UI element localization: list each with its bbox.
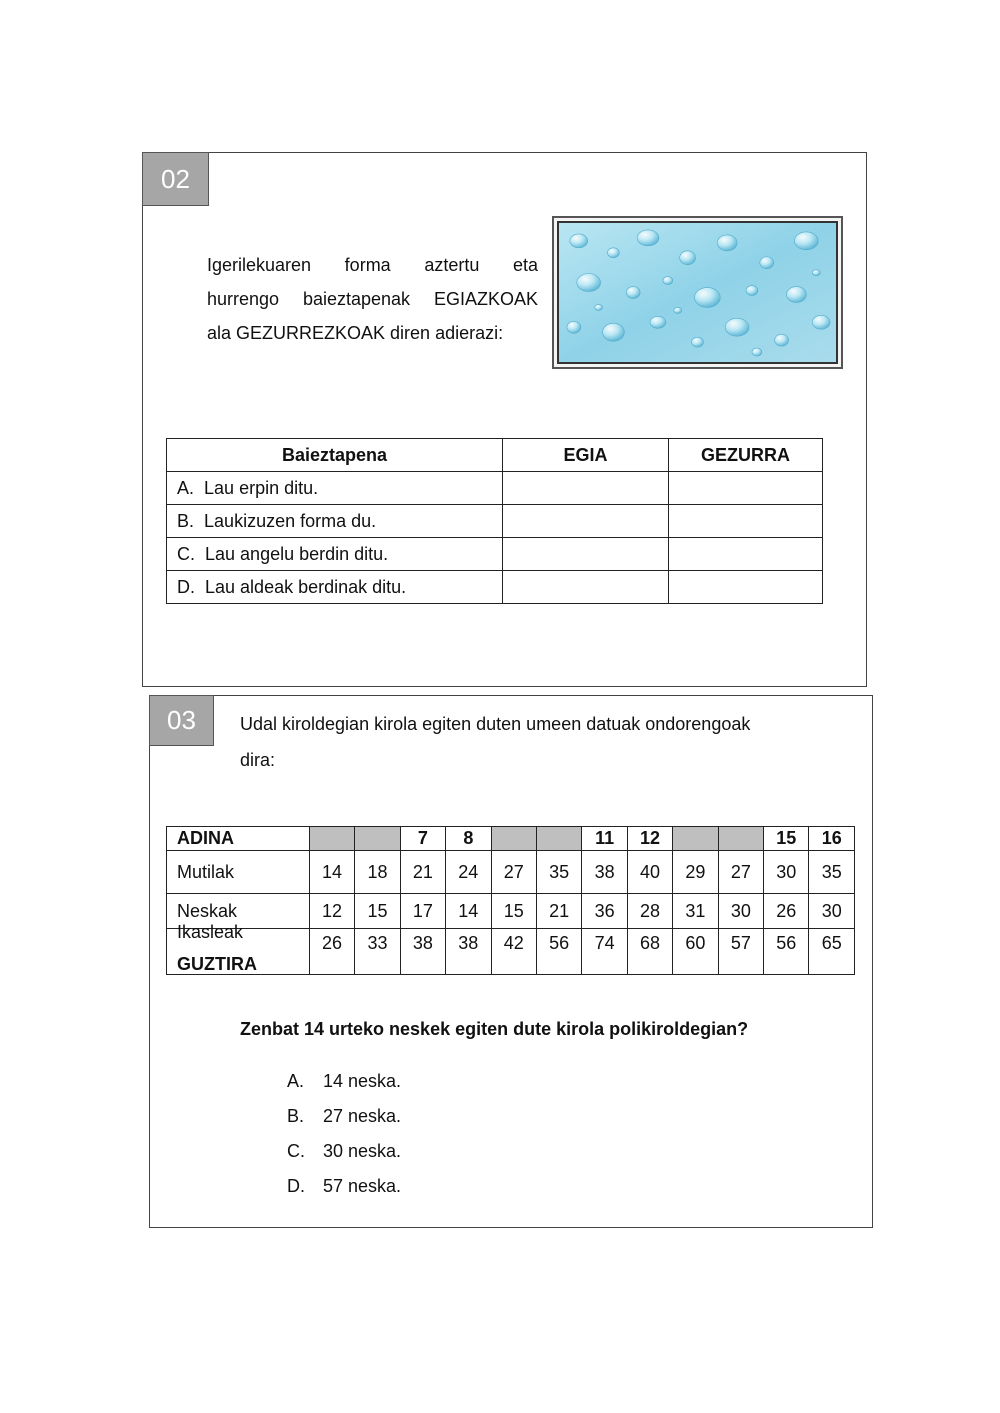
table-row <box>167 538 823 571</box>
age-cell <box>718 827 763 851</box>
intro-line-2: dira: <box>240 750 276 770</box>
header-statement: Baieztapena <box>167 439 503 472</box>
statement-cell: D. Lau aldeak berdinak ditu. <box>167 571 503 604</box>
total-cell: 65 <box>809 929 855 975</box>
age-cell: 16 <box>809 827 855 851</box>
water-drops-icon <box>559 223 836 362</box>
age-cell <box>309 827 354 851</box>
intro-line-1: Udal kiroldegian kirola egiten duten umeen datuak ondorengoak <box>240 714 751 734</box>
boys-cell: 14 <box>309 851 354 894</box>
false-answer-cell[interactable] <box>669 571 823 604</box>
girls-cell: 30 <box>718 894 763 929</box>
age-row <box>167 827 855 851</box>
boys-row <box>167 851 855 894</box>
question-03-box <box>149 695 873 1228</box>
total-cell: 38 <box>446 929 491 975</box>
boys-cell: 35 <box>809 851 855 894</box>
girls-cell: 12 <box>309 894 354 929</box>
header-false: GEZURRA <box>669 439 823 472</box>
boys-cell: 38 <box>582 851 627 894</box>
table-row <box>167 571 823 604</box>
intro-line-3: ala GEZURREZKOAK diren adierazi: <box>207 323 504 343</box>
boys-cell: 29 <box>673 851 718 894</box>
row-label-total-2: GUZTIRA <box>177 954 257 974</box>
total-cell: 60 <box>673 929 718 975</box>
question-02-box <box>142 152 867 687</box>
table-row <box>167 505 823 538</box>
total-cell: 57 <box>718 929 763 975</box>
intro-line-1: Igerilekuaren forma aztertu eta <box>207 255 538 275</box>
option-c[interactable]: C. 30 neska. <box>287 1141 402 1161</box>
statement-cell: B. Laukizuzen forma du. <box>167 505 503 538</box>
total-cell: 26 <box>309 929 354 975</box>
true-answer-cell[interactable] <box>503 538 669 571</box>
option-b[interactable]: B. 27 neska. <box>287 1106 402 1126</box>
false-answer-cell[interactable] <box>669 505 823 538</box>
boys-cell: 27 <box>491 851 536 894</box>
table-row <box>167 472 823 505</box>
statement-cell: C. Lau angelu berdin ditu. <box>167 538 503 571</box>
age-cell: 12 <box>627 827 672 851</box>
header-true: EGIA <box>503 439 669 472</box>
age-cell: 15 <box>764 827 809 851</box>
girls-cell: 30 <box>809 894 855 929</box>
total-cell: 56 <box>764 929 809 975</box>
option-d[interactable]: D. 57 neska. <box>287 1176 402 1196</box>
table-header-row <box>167 439 823 472</box>
false-answer-cell[interactable] <box>669 538 823 571</box>
girls-cell: 15 <box>355 894 400 929</box>
girls-cell: 14 <box>446 894 491 929</box>
total-cell: 74 <box>582 929 627 975</box>
boys-cell: 27 <box>718 851 763 894</box>
true-answer-cell[interactable] <box>503 571 669 604</box>
total-cell: 33 <box>355 929 400 975</box>
girls-cell: 36 <box>582 894 627 929</box>
age-cell <box>491 827 536 851</box>
boys-cell: 21 <box>400 851 445 894</box>
total-cell: 38 <box>400 929 445 975</box>
true-answer-cell[interactable] <box>503 472 669 505</box>
row-label-boys: Mutilak <box>167 851 310 894</box>
row-label-girls: Neskak <box>167 894 310 929</box>
girls-cell: 21 <box>536 894 581 929</box>
age-cell: 8 <box>446 827 491 851</box>
age-cell <box>536 827 581 851</box>
age-cell <box>673 827 718 851</box>
intro-line-2: hurrengo baieztapenak EGIAZKOAK <box>207 289 538 309</box>
row-label-age: ADINA <box>167 827 310 851</box>
water-drops-pool-image <box>552 216 843 369</box>
false-answer-cell[interactable] <box>669 472 823 505</box>
question-text: Zenbat 14 urteko neskek egiten dute kirola polikiroldegian? <box>240 1019 749 1039</box>
statements-table <box>166 438 823 604</box>
age-cell: 7 <box>400 827 445 851</box>
boys-cell: 40 <box>627 851 672 894</box>
statement-cell: A. Lau erpin ditu. <box>167 472 503 505</box>
true-answer-cell[interactable] <box>503 505 669 538</box>
total-row <box>167 929 855 975</box>
question-number-03: 03 <box>149 695 214 746</box>
girls-cell: 31 <box>673 894 718 929</box>
row-label-total-1: Ikasleak <box>177 922 244 942</box>
total-cell: 56 <box>536 929 581 975</box>
question-number-02: 02 <box>142 152 209 206</box>
boys-cell: 18 <box>355 851 400 894</box>
answer-options <box>287 1064 401 1204</box>
boys-cell: 30 <box>764 851 809 894</box>
girls-cell: 28 <box>627 894 672 929</box>
age-cell: 11 <box>582 827 627 851</box>
question-02-intro <box>207 248 538 350</box>
boys-cell: 35 <box>536 851 581 894</box>
total-cell: 42 <box>491 929 536 975</box>
girls-cell: 15 <box>491 894 536 929</box>
boys-cell: 24 <box>446 851 491 894</box>
girls-cell: 26 <box>764 894 809 929</box>
option-a[interactable]: A. 14 neska. <box>287 1071 402 1091</box>
total-cell: 68 <box>627 929 672 975</box>
age-data-table <box>166 826 855 975</box>
girls-cell: 17 <box>400 894 445 929</box>
row-label-total <box>167 922 310 975</box>
question-03-intro <box>240 706 840 778</box>
age-cell <box>355 827 400 851</box>
